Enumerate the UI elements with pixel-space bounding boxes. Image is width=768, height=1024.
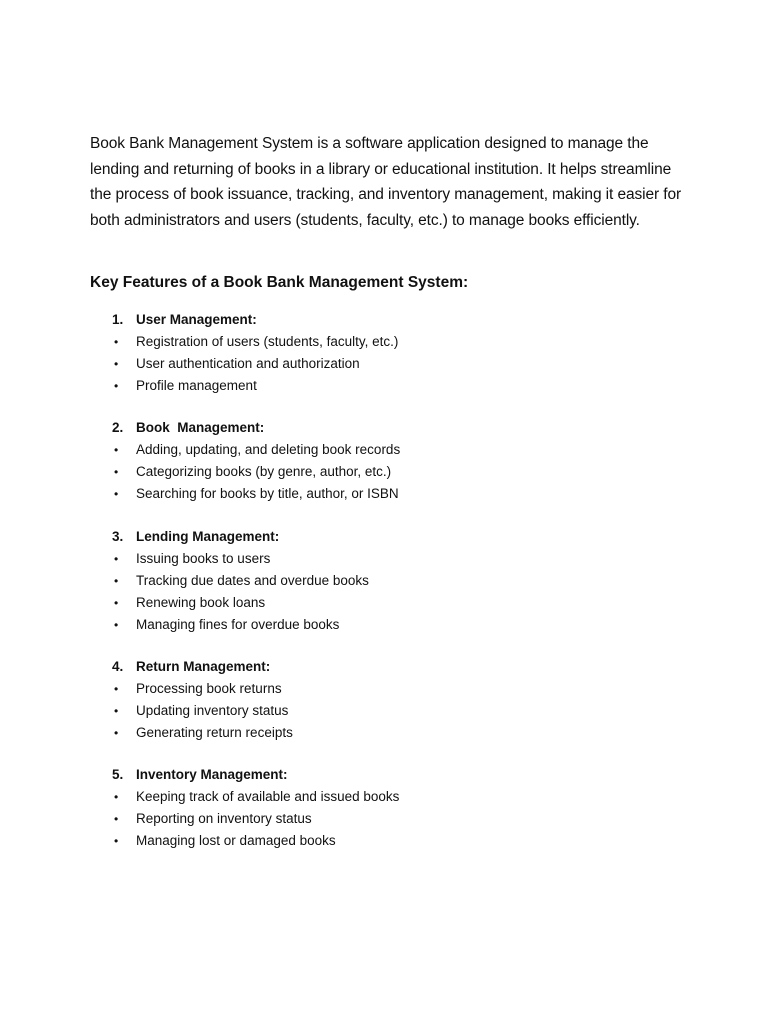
list-item-text: Issuing books to users: [136, 551, 271, 566]
bullet-icon: •: [114, 574, 119, 588]
list-item-text: Registration of users (students, faculty, etc.): [136, 334, 399, 349]
bullet-icon: •: [114, 812, 119, 826]
list-item-text: Categorizing books (by genre, author, etc.): [136, 464, 392, 479]
bullet-icon: •: [114, 618, 119, 632]
section-title: [112, 418, 264, 438]
list-item-text: Processing book returns: [136, 681, 282, 696]
bullet-icon: •: [114, 487, 119, 501]
section-number: 4.: [112, 659, 124, 674]
bullet-icon: •: [114, 834, 119, 848]
section-title-text: Book Management:: [136, 420, 265, 435]
bullet-icon: •: [114, 379, 119, 393]
section-title-text: Inventory Management:: [136, 767, 288, 782]
intro-paragraph: Book Bank Management System is a software application designed to manage the lending and returning of books in a library or educational institution. It helps streamline the process of book issuance, tracking, and inventory management, making it easier for both administrators and users (students, faculty, etc.) to manage books efficiently.: [90, 135, 682, 229]
list-item-text: Generating return receipts: [136, 725, 293, 740]
bullet-icon: •: [114, 443, 119, 457]
bullet-icon: •: [114, 682, 119, 696]
list-item-text: Reporting on inventory status: [136, 811, 312, 826]
list-item-text: Keeping track of available and issued books: [136, 789, 400, 804]
section-title-text: Return Management:: [136, 659, 271, 674]
list-item-text: Tracking due dates and overdue books: [136, 573, 369, 588]
section-number: 3.: [112, 529, 124, 544]
section-number: 2.: [112, 420, 124, 435]
list-item-text: Managing lost or damaged books: [136, 833, 336, 848]
bullet-icon: •: [114, 552, 119, 566]
list-item-text: Renewing book loans: [136, 595, 266, 610]
bullet-icon: •: [114, 335, 119, 349]
section-title-text: User Management:: [136, 312, 257, 327]
list-item-text: Searching for books by title, author, or ISBN: [136, 486, 399, 501]
section-title: [112, 310, 257, 330]
list-item-text: Profile management: [136, 378, 257, 393]
section-number: 5.: [112, 767, 124, 782]
section-title: [112, 527, 279, 547]
bullet-icon: •: [114, 790, 119, 804]
bullet-icon: •: [114, 465, 119, 479]
list-item-text: Managing fines for overdue books: [136, 617, 340, 632]
bullet-icon: •: [114, 596, 119, 610]
section-title: [112, 657, 270, 677]
list-item-text: User authentication and authorization: [136, 356, 360, 371]
list-item-text: Adding, updating, and deleting book records: [136, 442, 401, 457]
bullet-icon: •: [114, 726, 119, 740]
key-features-heading: Key Features of a Book Bank Management System:: [90, 274, 469, 291]
bullet-icon: •: [114, 357, 119, 371]
section-number: 1.: [112, 312, 124, 327]
section-title-text: Lending Management:: [136, 529, 280, 544]
section-title: [112, 765, 288, 785]
bullet-icon: •: [114, 704, 119, 718]
list-item-text: Updating inventory status: [136, 703, 289, 718]
